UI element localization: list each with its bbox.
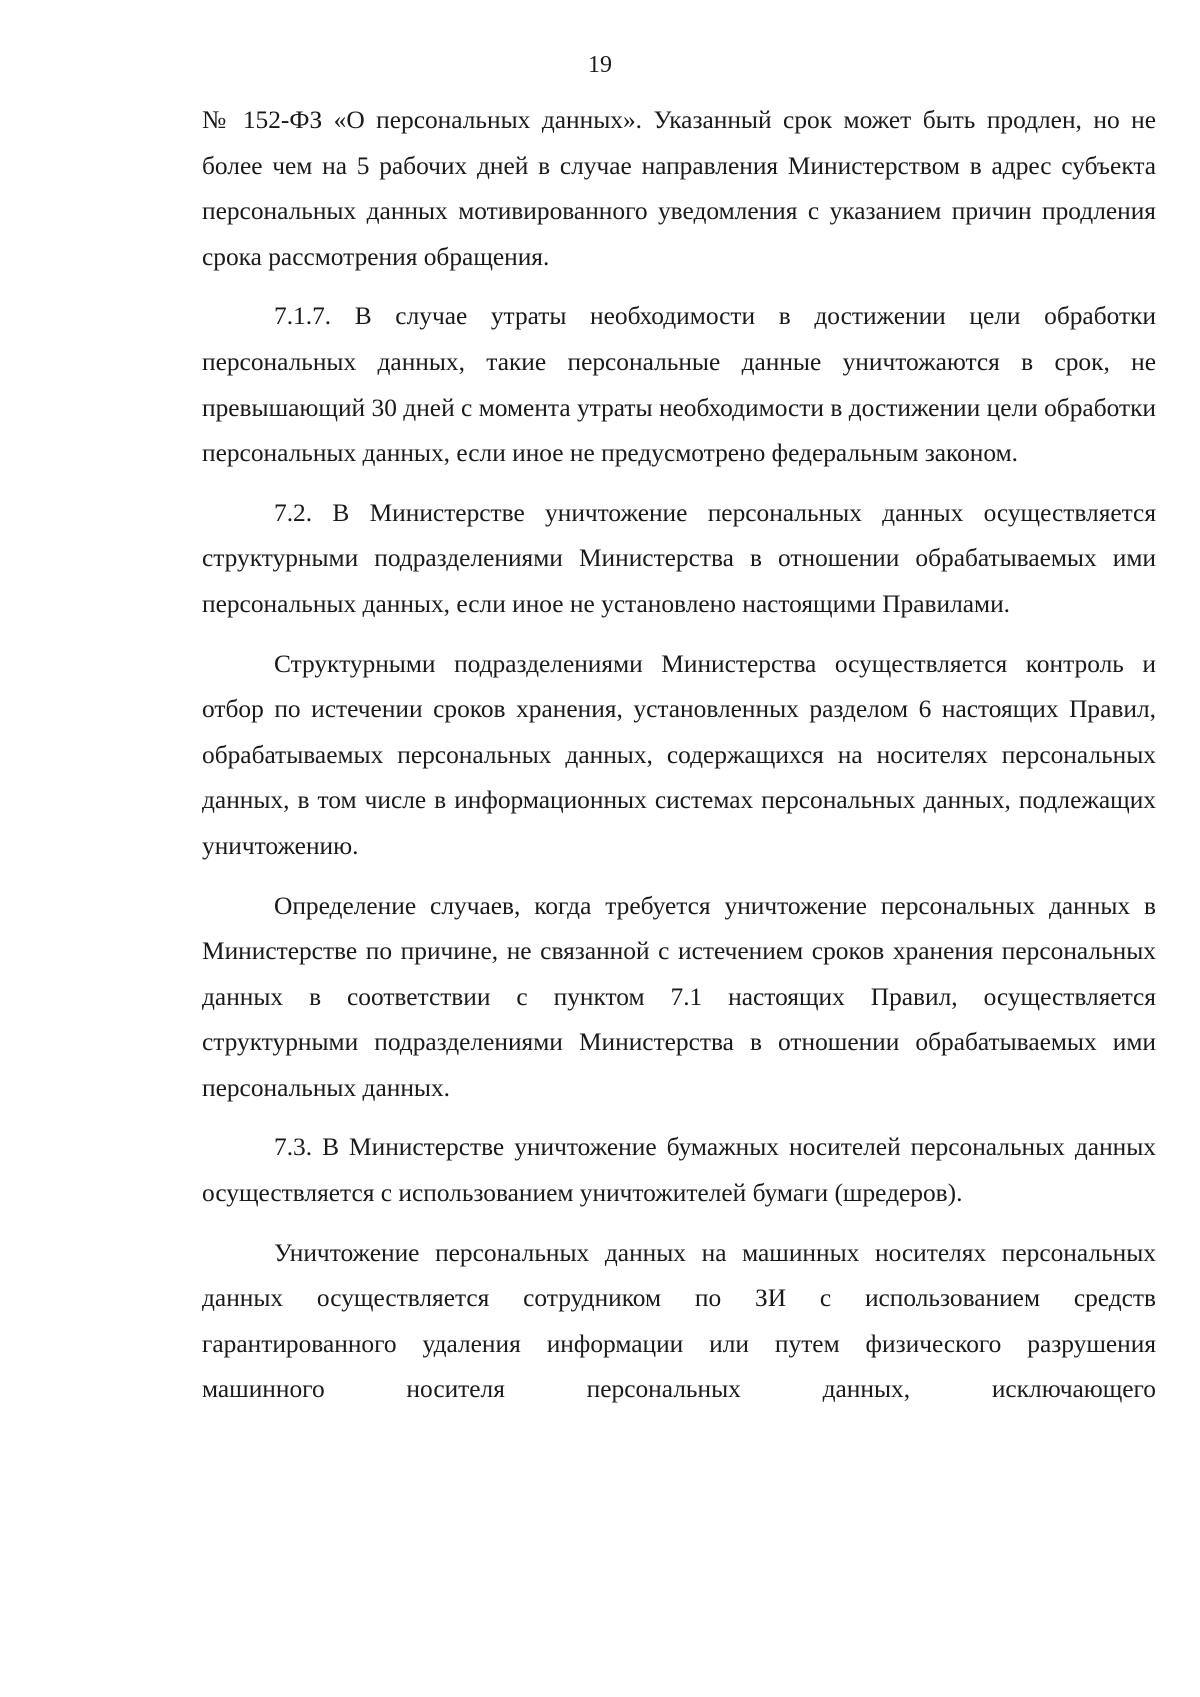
paragraph-continuation: № 152-ФЗ «О персональных данных». Указанный срок может быть продлен, но не более чем на 5 рабочих дней в случае направления Министерством в адрес субъекта персональных данных мотивированного уведомления с указанием причин продления срока рассмотрения обращения.: [202, 106, 1156, 271]
paragraph-machine-media: Уничтожение персональных данных на машинных носителях персональных данных осуществляется сотрудником по ЗИ с использованием средств гарантированного удаления информации или путем физического разрушения машинного носителя персональных данных, исключающего: [202, 1238, 1156, 1404]
paragraph-7-2: 7.2. В Министерстве уничтожение персональных данных осуществляется структурными подразделениями Министерства в отношении обрабатываемых ими персональных данных, если иное не установлено настоящими Правилами.: [202, 498, 1156, 618]
page-number: 19: [588, 52, 612, 78]
paragraph-7-3: 7.3. В Министерстве уничтожение бумажных носителей персональных данных осуществляется с использованием уничтожителей бумаги (шредеров).: [202, 1133, 1156, 1208]
document-body: [202, 98, 1156, 1413]
paragraph-control-selection: Структурными подразделениями Министерства осуществляется контроль и отбор по истечении сроков хранения, установленных разделом 6 настоящих Правил, обрабатываемых персональных данных, содержащихся на носителях персональных данных, в том числе в информационных системах персональных данных, подлежащих уничтожению.: [202, 649, 1156, 860]
paragraph-7-1-7: 7.1.7. В случае утраты необходимости в достижении цели обработки персональных данных, такие персональные данные уничтожаются в срок, не превышающий 30 дней с момента утраты необходимости в достижении цели обработки персональных данных, если иное не предусмотрено федеральным законом.: [202, 302, 1156, 468]
paragraph-destruction-cases: Определение случаев, когда требуется уничтожение персональных данных в Министерстве по причине, не связанной с истечением сроков хранения персональных данных в соответствии с пунктом 7.1 настоящих Правил, осуществляется структурными подразделениями Министерства в отношении обрабатываемых ими персональных данных.: [202, 891, 1156, 1102]
